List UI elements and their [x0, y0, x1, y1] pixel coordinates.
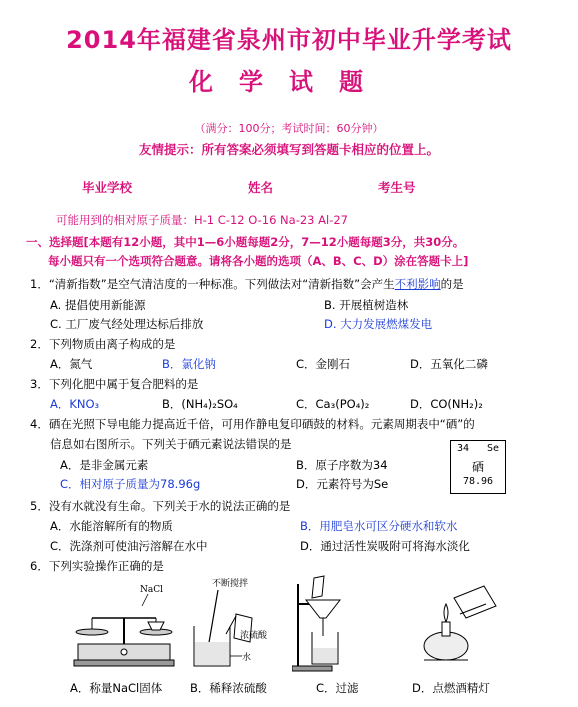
underlined-text: 不利影响	[394, 277, 441, 291]
q2-option-b: B．氯化钠	[162, 357, 216, 371]
q4-option-b: B．原子序数为34	[296, 458, 388, 472]
q5-option-c: C．洗涤剂可使油污溶解在水中	[50, 539, 208, 553]
q5-option-d: D．通过活性炭吸附可将海水淡化	[300, 539, 470, 553]
exam-meta: （满分：100分；考试时间：60分钟）	[194, 122, 384, 135]
section-heading: 一、选择题[本题有12小题，其中1—6小题每题2分，7—12小题每题3分，共30分。	[26, 235, 465, 249]
atomic-number: 34	[457, 443, 470, 454]
q4-option-a: A．是非金属元素	[60, 458, 149, 472]
q3-option-b: B．(NH₄)₂SO₄	[162, 397, 238, 411]
exam-subtitle: 化学试题	[189, 68, 389, 96]
section-instructions: 每小题只有一个选项符合题意。请将各小题的选项（A、B、C、D）涂在答题卡上]	[48, 254, 469, 268]
exam-title: 2014年福建省泉州市初中毕业升学考试	[66, 26, 512, 54]
q4-option-c: C．相对原子质量为78.96g	[60, 477, 201, 491]
water-label: 水	[242, 653, 252, 663]
q3-option-c: C．Ca₃(PO₄)₂	[296, 397, 370, 411]
question-4-stem-line2: 信息如右图所示。下列关于硒元素说法错误的是	[50, 437, 292, 451]
q4-option-d: D．元素符号为Se	[296, 477, 389, 491]
q2-option-d: D．五氧化二磷	[410, 357, 488, 371]
friendly-tip: 友情提示：所有答案必须填写到答题卡相应的位置上。	[138, 142, 439, 157]
atomic-mass: 78.96	[462, 476, 494, 487]
q6-caption-c: C．过滤	[316, 681, 359, 695]
q6-caption-d: D．点燃酒精灯	[412, 681, 490, 695]
question-5-stem: 5．没有水就没有生命。下列关于水的说法正确的是	[30, 499, 291, 513]
q3-option-d: D．CO(NH₂)₂	[410, 397, 483, 411]
q3-option-a: A．KNO₃	[50, 397, 100, 411]
field-exam-number: 考生号	[378, 180, 416, 195]
q5-option-b: B．用肥皂水可区分硬水和软水	[300, 519, 458, 533]
q2-option-a: A．氮气	[50, 357, 93, 371]
q6-caption-a: A．称量NaCl固体	[70, 681, 163, 695]
field-school: 毕业学校	[82, 180, 133, 195]
q5-option-a: A．水能溶解所有的物质	[50, 519, 173, 533]
question-4-stem: 4．硒在光照下导电能力提高近千倍，可用作静电复印硒鼓的材料。元素周期表中“硒”的	[30, 417, 475, 431]
question-1-stem: 1．“清新指数”是空气清洁度的一种标准。下列做法对“清新指数”会产生不利影响的是	[30, 277, 464, 291]
q1-option-c: C. 工厂废气经处理达标后排放	[50, 317, 204, 331]
element-symbol: Se	[486, 443, 499, 454]
filtration-illustration	[292, 574, 372, 674]
acid-label: 浓硫酸	[240, 631, 268, 641]
nacl-label: NaCl	[140, 585, 164, 595]
alcohol-lamp-illustration	[400, 576, 510, 672]
dilution-illustration	[190, 576, 270, 674]
q1-option-d: D. 大力发展燃煤发电	[324, 317, 433, 331]
stir-label: 不断搅拌	[212, 579, 249, 589]
q1-option-a: A. 提倡使用新能源	[50, 298, 146, 312]
q1-option-b: B. 开展植树造林	[324, 298, 409, 312]
question-3-stem: 3．下列化肥中属于复合肥料的是	[30, 377, 199, 391]
question-6-stem: 6．下列实验操作正确的是	[30, 559, 164, 573]
element-name: 硒	[471, 460, 484, 474]
balance-illustration	[70, 578, 180, 673]
periodic-element-card	[450, 440, 506, 494]
q6-caption-b: B．稀释浓硫酸	[190, 681, 267, 695]
field-name: 姓名	[248, 180, 274, 195]
atomic-masses: 可能用到的相对原子质量：H-1 C-12 O-16 Na-23 Al-27	[56, 213, 348, 227]
question-2-stem: 2．下列物质由离子构成的是	[30, 337, 176, 351]
q2-option-c: C．金刚石	[296, 357, 351, 371]
